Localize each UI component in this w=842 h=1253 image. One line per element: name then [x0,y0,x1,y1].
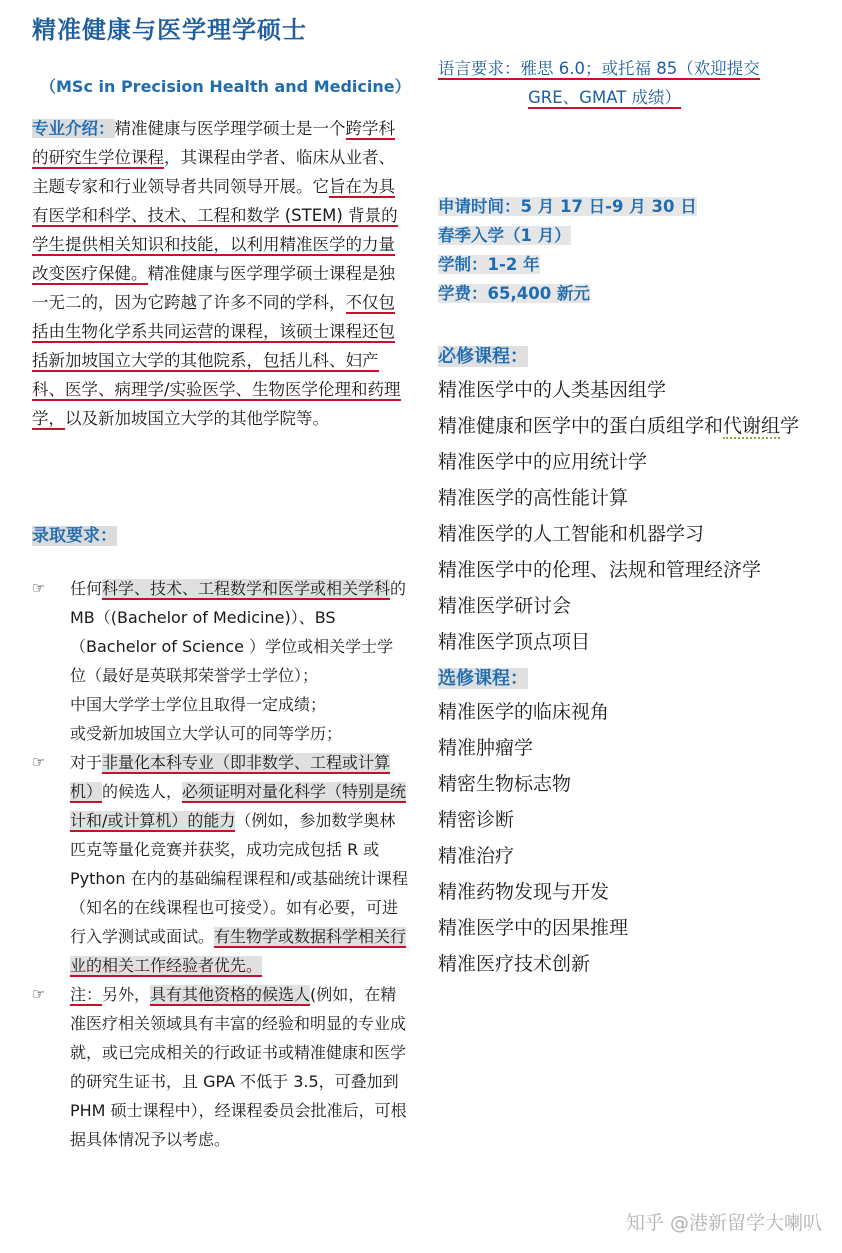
intake: 春季入学（1 月） [438,226,571,245]
duration: 学制：1-2 年 [438,255,540,274]
admission-list [32,574,408,1154]
admission-item-3: ☞ 注：另外，具有其他资格的候选人(例如，在精准医疗相关领域具有丰富的经验和明显的专业成就，或已完成相关的行政证书或精准健康和医学的研究生证书，且 GPA 不低于 3.5，可叠加到 PHM 硕士课程中），经课程委员会批准后，可根据具体情况予以考虑。 [32,980,408,1154]
course-item: 精准医学顶点项目 [438,631,591,653]
course-item: 精准医学的高性能计算 [438,487,629,509]
page-subtitle: （MSc in Precision Health and Medicine） [40,77,411,96]
pointing-hand-icon: ☞ [32,985,46,1003]
language-line-1: 语言要求：雅思 6.0；或托福 85（欢迎提交 [438,59,760,78]
intro-text-3: ，其课程由学者、临床从业者、主题专家和行业领导者共同领导开展。它 [32,148,395,196]
language-requirement [438,54,818,112]
intro-text-5: 精准健康与医学理学硕士课程是独一无二的，因为它跨越了许多不同的学科， [32,264,395,312]
page-title: 精准健康与医学理学硕士 [32,16,307,44]
admission-item-2: ☞ 对于非量化本科专业（即非数学、工程或计算机）的候选人，必须证明对量化科学（特别是统计和/或计算机）的能力（例如，参加数学奥林匹克等量化竞赛并获奖，成功完成包括 R 或 Python 在内的基础编程课程和/或基础统计课程（知名的在线课程也可接受）。如有必要，可进行入学测试或面试。有生物学或数据科学相关行业的相关工作经验者优先。 [32,748,408,980]
intro-text-7: 以及新加坡国立大学的其他学院等。 [65,409,329,428]
admission-item-1-highlight: 科学、技术、工程数学和医学或相关学科 [102,579,391,598]
elective-item: 精密诊断 [438,809,515,831]
admission-item-1: ☞ 任何科学、技术、工程数学和医学或相关学科的 MB（(Bachelor of Medicine)）、BS （Bachelor of Science ）学位或相关学士学位（最好是英联邦荣誉学士学位）； 中国大学学士学位且取得一定成绩； 或受新加坡国立大学认可的同等学历； [32,574,408,748]
intro-text-6: 不仅包括由生物化学系共同运营的课程，该硕士课程还包括新加坡国立大学的其他院系，包括儿科、妇产科、医学、病理学/实验医学、生物医学伦理和药理学， [32,293,401,428]
intro-text-1: 精准健康与医学理学硕士是一个 [114,119,346,138]
course-item: 精准健康和医学中的蛋白质组学和代谢组学 [438,415,800,437]
course-item: 精准医学研讨会 [438,595,572,617]
intro-text-4: 旨在为具有医学和科学、技术、工程和数学 (STEM) 背景的学生提供相关知识和技能，以利用精准医学的力量改变医疗保健。 [32,177,398,283]
pointing-hand-icon: ☞ [32,579,46,597]
elective-item: 精准肿瘤学 [438,737,534,759]
course-item: 精准医学中的人类基因组学 [438,379,667,401]
elective-item: 精准医学中的因果推理 [438,917,629,939]
elective-item: 精准治疗 [438,845,515,867]
program-info [438,192,697,308]
elective-item: 精准医学的临床视角 [438,701,610,723]
intro-text-2: 跨学科的研究生学位课程 [32,119,395,167]
watermark: 知乎 @港新留学大喇叭 [625,1212,822,1234]
elective-item: 精密生物标志物 [438,773,572,795]
course-item: 精准医学的人工智能和机器学习 [438,523,705,545]
elective-item: 精准药物发现与开发 [438,881,610,903]
tuition-fee: 学费：65,400 新元 [438,284,590,303]
required-courses [438,342,818,986]
required-heading: 必修课程： [438,346,528,367]
language-line-2: GRE、GMAT 成绩） [528,88,682,107]
course-item: 精准医学中的应用统计学 [438,451,648,473]
intro-label: 专业介绍： [32,119,115,138]
pointing-hand-icon: ☞ [32,753,46,771]
admission-heading: 录取要求： [32,526,117,546]
course-item: 精准医学中的伦理、法规和管理经济学 [438,559,762,581]
elective-item: 精准医疗技术创新 [438,953,591,975]
apply-period: 申请时间：5 月 17 日-9 月 30 日 [438,197,697,216]
elective-heading: 选修课程： [438,668,528,689]
intro-paragraph [32,114,402,433]
